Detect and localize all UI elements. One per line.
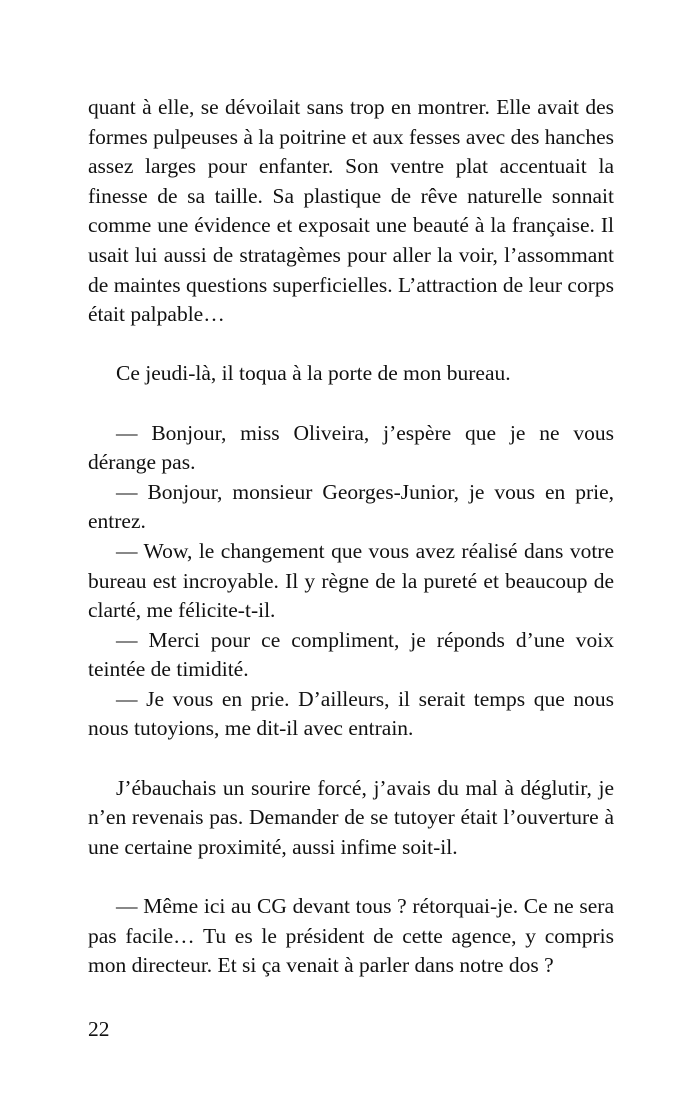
paragraph-narration: Ce jeudi-là, il toqua à la porte de mon bureau. [116, 361, 511, 386]
dialogue-line: — Même ici au CG devant tous ? rétorquai-je. Ce ne sera pas facile… Tu es le président de cette agence, y compris mon directeur. Et si ça venait à parler dans notre dos ? [88, 894, 614, 978]
dialogue-line: — Bonjour, monsieur Georges-Junior, je vous en prie, entrez. [88, 479, 614, 534]
dialogue-line: — Wow, le changement que vous avez réalisé dans votre bureau est incroyable. Il y règne de la pureté et beaucoup de clarté, me félicite-t-il. [88, 538, 614, 623]
dialogue-line: — Merci pour ce compliment, je réponds d’une voix teintée de timidité. [88, 627, 614, 682]
paragraph-continuation: quant à elle, se dévoilait sans trop en montrer. Elle avait des formes pulpeuses à la poitrine et aux fesses avec des hanches assez larges pour enfanter. Son ventre plat accentuait la finesse de sa taille. Sa plastique de rêve naturelle sonnait comme une évidence et exposait une beauté à la française. Il usait lui aussi de stratagèmes pour aller la voir, l’assommant de maintes questions superficielles. L’attraction de leur corps était palpable… [88, 95, 614, 327]
dialogue-line: — Je vous en prie. D’ailleurs, il serait temps que nous nous tutoyions, me dit-il avec entrain. [88, 686, 614, 741]
dialogue-line: — Bonjour, miss Oliveira, j’espère que je ne vous dérange pas. [88, 420, 614, 475]
page-number: 22 [88, 1017, 110, 1041]
paragraph-narration: J’ébauchais un sourire forcé, j’avais du mal à déglutir, je n’en revenais pas. Demander de se tutoyer était l’ouverture à une certaine proximité, aussi infime soit-il. [88, 775, 614, 859]
page-body [88, 93, 614, 981]
